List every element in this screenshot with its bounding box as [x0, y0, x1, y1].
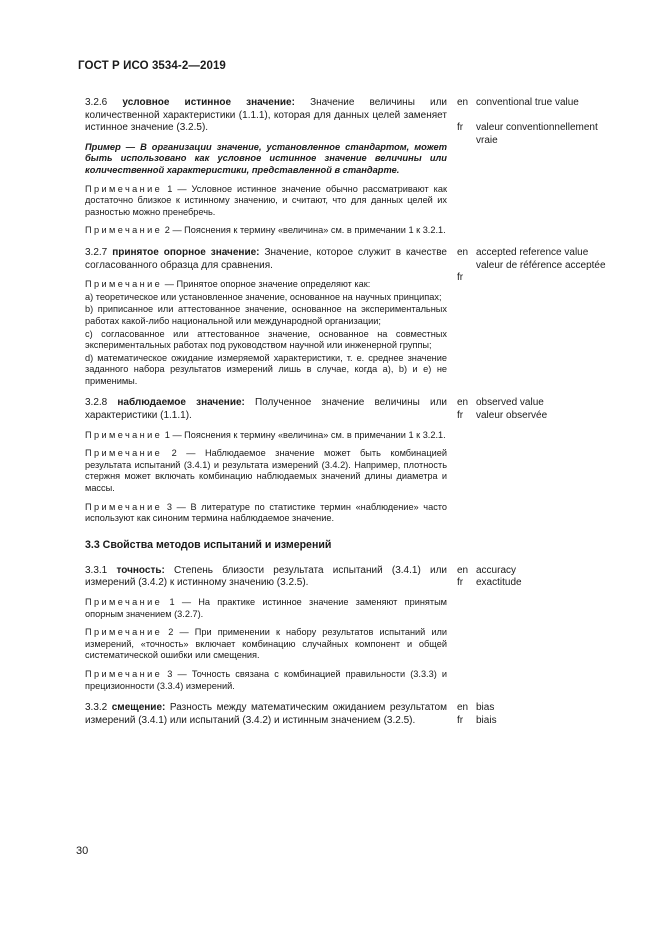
term-number: 3.2.7: [85, 246, 108, 258]
note-text: — Пояснения к термину «величина» см. в примечании 1 к 3.2.1.: [172, 429, 446, 440]
term-definition: [85, 397, 447, 422]
term-body: [85, 97, 447, 237]
term-example: Пример — В организации значение, установленное стандартом, может быть использовано как условное истинное значение величины или количественной характеристики, представленной в стандарте.: [85, 141, 447, 175]
definition-text: Полученное значение величины или характеристики (1.1.1).: [85, 397, 447, 422]
term-entry-3-3-1: [85, 565, 620, 692]
definition-text: Степень близости результата испытаний (3.4.1) или измерений (3.4.2) к истинному значению (3.2.5).: [85, 564, 447, 589]
note-number: 1: [164, 429, 170, 440]
lang-fr: fr: [457, 577, 464, 589]
term-name: условное истинное значение:: [122, 97, 295, 108]
foreign-equivalents: [473, 97, 620, 237]
lang-en: en: [457, 97, 469, 108]
equivalent-fr: biais: [476, 714, 497, 726]
equivalent-fr: valeur de référence acceptée: [476, 259, 606, 271]
term-note: [85, 225, 447, 237]
note-label: Примечание: [85, 429, 163, 440]
note-label: Примечание: [85, 225, 163, 236]
note-text: — Точность связана с комбинацией правильности (3.3.3) и прецизионности (3.3.4) измерений.: [85, 668, 447, 691]
equivalent-fr: valeur observée: [476, 410, 548, 422]
equivalent-en: conventional true value: [476, 97, 579, 108]
lang-fr: fr: [457, 714, 464, 726]
term-number: 3.2.6: [85, 97, 108, 108]
lang-fr: fr: [457, 122, 464, 134]
note-label: Примечание: [85, 627, 163, 638]
term-note: [85, 597, 447, 620]
equivalent-en: accuracy: [476, 564, 517, 576]
note-number: 2: [168, 627, 174, 638]
term-body: [85, 565, 447, 692]
term-entry-3-2-7: [85, 247, 620, 388]
document-body: [85, 97, 620, 727]
page-number: 30: [76, 845, 89, 857]
definition-text: Разность между математическим ожиданием результатом измерений (3.4.1) или испытаний (3.4.2) и истинным значением (3.2.5).: [85, 702, 447, 726]
note-label: Примечание: [85, 183, 163, 194]
term-definition: [85, 702, 447, 727]
list-item: a) теоретическое или установленное значение, основанное на научных принципах;: [85, 291, 442, 302]
document-header: ГОСТ Р ИСО 3534-2—2019: [78, 60, 226, 72]
list-item: b) приписанное или аттестованное значение, основанное на экспериментальных работах какой-либо национальной или международной организации;: [85, 304, 447, 326]
term-number: 3.3.2: [85, 702, 108, 714]
note-number: 1: [167, 183, 173, 194]
term-note: [85, 184, 447, 219]
term-name: принятое опорное значение:: [112, 246, 260, 258]
lang-en: en: [457, 564, 469, 576]
list-item: d) математическое ожидание измеряемой характеристики, т. е. среднее значение заданного набора результатов измерений лишь в случае, когда a), b) и e) не применимы.: [85, 352, 447, 386]
language-codes: [447, 247, 473, 388]
term-note: [85, 502, 447, 525]
lang-en: en: [457, 397, 469, 409]
term-name: точность:: [116, 564, 165, 576]
term-note: [85, 279, 447, 291]
term-body: [85, 247, 447, 388]
note-number: 3: [166, 501, 172, 512]
foreign-equivalents: [473, 247, 620, 388]
language-codes: [447, 397, 473, 524]
lang-fr: fr: [457, 410, 464, 422]
term-body: [85, 397, 447, 524]
note-label: Примечание: [85, 448, 163, 459]
language-codes: [447, 565, 473, 692]
section-title: 3.3 Свойства методов испытаний и измерений: [85, 538, 332, 551]
term-note: [85, 669, 447, 692]
language-codes: [447, 702, 473, 727]
note-text: — Условное истинное значение обычно рассматривают как достаточно близкое к истинному значению, и считают, что для данных целей их разностью можно пренебречь.: [85, 183, 447, 217]
lang-en: en: [457, 246, 469, 258]
term-name: смещение:: [111, 702, 166, 714]
definition-text: Значение, которое служит в качестве согласованного образца для сравнения.: [85, 246, 447, 271]
term-note: [85, 627, 447, 662]
note-text: — В литературе по статистике термин «наблюдение» часто используют как синоним термина наблюдаемое значение.: [85, 501, 448, 524]
note-text: — На практике истинное значение заменяют принятым опорным значением (3.2.7).: [85, 597, 447, 619]
note-label: Примечание: [85, 501, 163, 512]
lang-fr: fr: [457, 272, 464, 284]
term-entry-3-3-2: [85, 702, 620, 727]
note-text: — Наблюдаемое значение может быть комбинацией результата испытаний (3.4.1) и результата измерений (3.4.2). Например, плотность стержня может включать комбинацию наблюдаемых значений длины диаметра и массы.: [85, 448, 447, 494]
term-body: [85, 702, 447, 727]
term-number: 3.3.1: [85, 564, 108, 576]
note-text: — Пояснения к термину «величина» см. в примечании 1 к 3.2.1.: [172, 225, 446, 236]
foreign-equivalents: [473, 702, 620, 727]
note-number: 2: [164, 225, 170, 236]
note-number: 3: [167, 668, 173, 679]
list-item: c) согласованное или аттестованное значение, основанное на совместных экспериментальных работах под руководством научной или инженерной группы;: [85, 328, 447, 351]
equivalent-fr: exactitude: [476, 577, 522, 589]
note-label: Примечание: [85, 279, 163, 290]
lang-en: en: [457, 702, 469, 714]
term-definition: [85, 247, 447, 272]
term-note: [85, 430, 447, 442]
term-entry-3-2-6: [85, 97, 620, 237]
note-label: Примечание: [85, 597, 163, 607]
language-codes: [447, 97, 473, 237]
foreign-equivalents: [473, 397, 620, 524]
note-number: 2: [171, 448, 177, 459]
equivalent-en: observed value: [476, 397, 544, 409]
term-definition: [85, 565, 447, 590]
definition-text: Значение величины или количественной характеристики (1.1.1), которая для данных целей заменяет истинное значение (3.2.5).: [85, 97, 448, 134]
term-number: 3.2.8: [85, 397, 108, 409]
note-label: Примечание: [85, 668, 163, 679]
equivalent-en: bias: [476, 702, 495, 714]
term-name: наблюдаемое значение:: [117, 397, 245, 409]
term-definition: [85, 97, 447, 135]
term-note: [85, 448, 447, 494]
equivalent-fr: valeur conventionnellement vraie: [476, 122, 598, 146]
note-text: — Принятое опорное значение определяют как:: [164, 279, 371, 290]
note-number: 1: [169, 597, 175, 607]
equivalent-en: accepted reference value: [476, 246, 589, 258]
foreign-equivalents: [473, 565, 620, 692]
note-text: — При применении к набору результатов испытаний или измерений, «точность» включает комбинацию случайных компонент и общей систематической ошибки или смещения.: [85, 627, 447, 661]
term-entry-3-2-8: [85, 397, 620, 524]
